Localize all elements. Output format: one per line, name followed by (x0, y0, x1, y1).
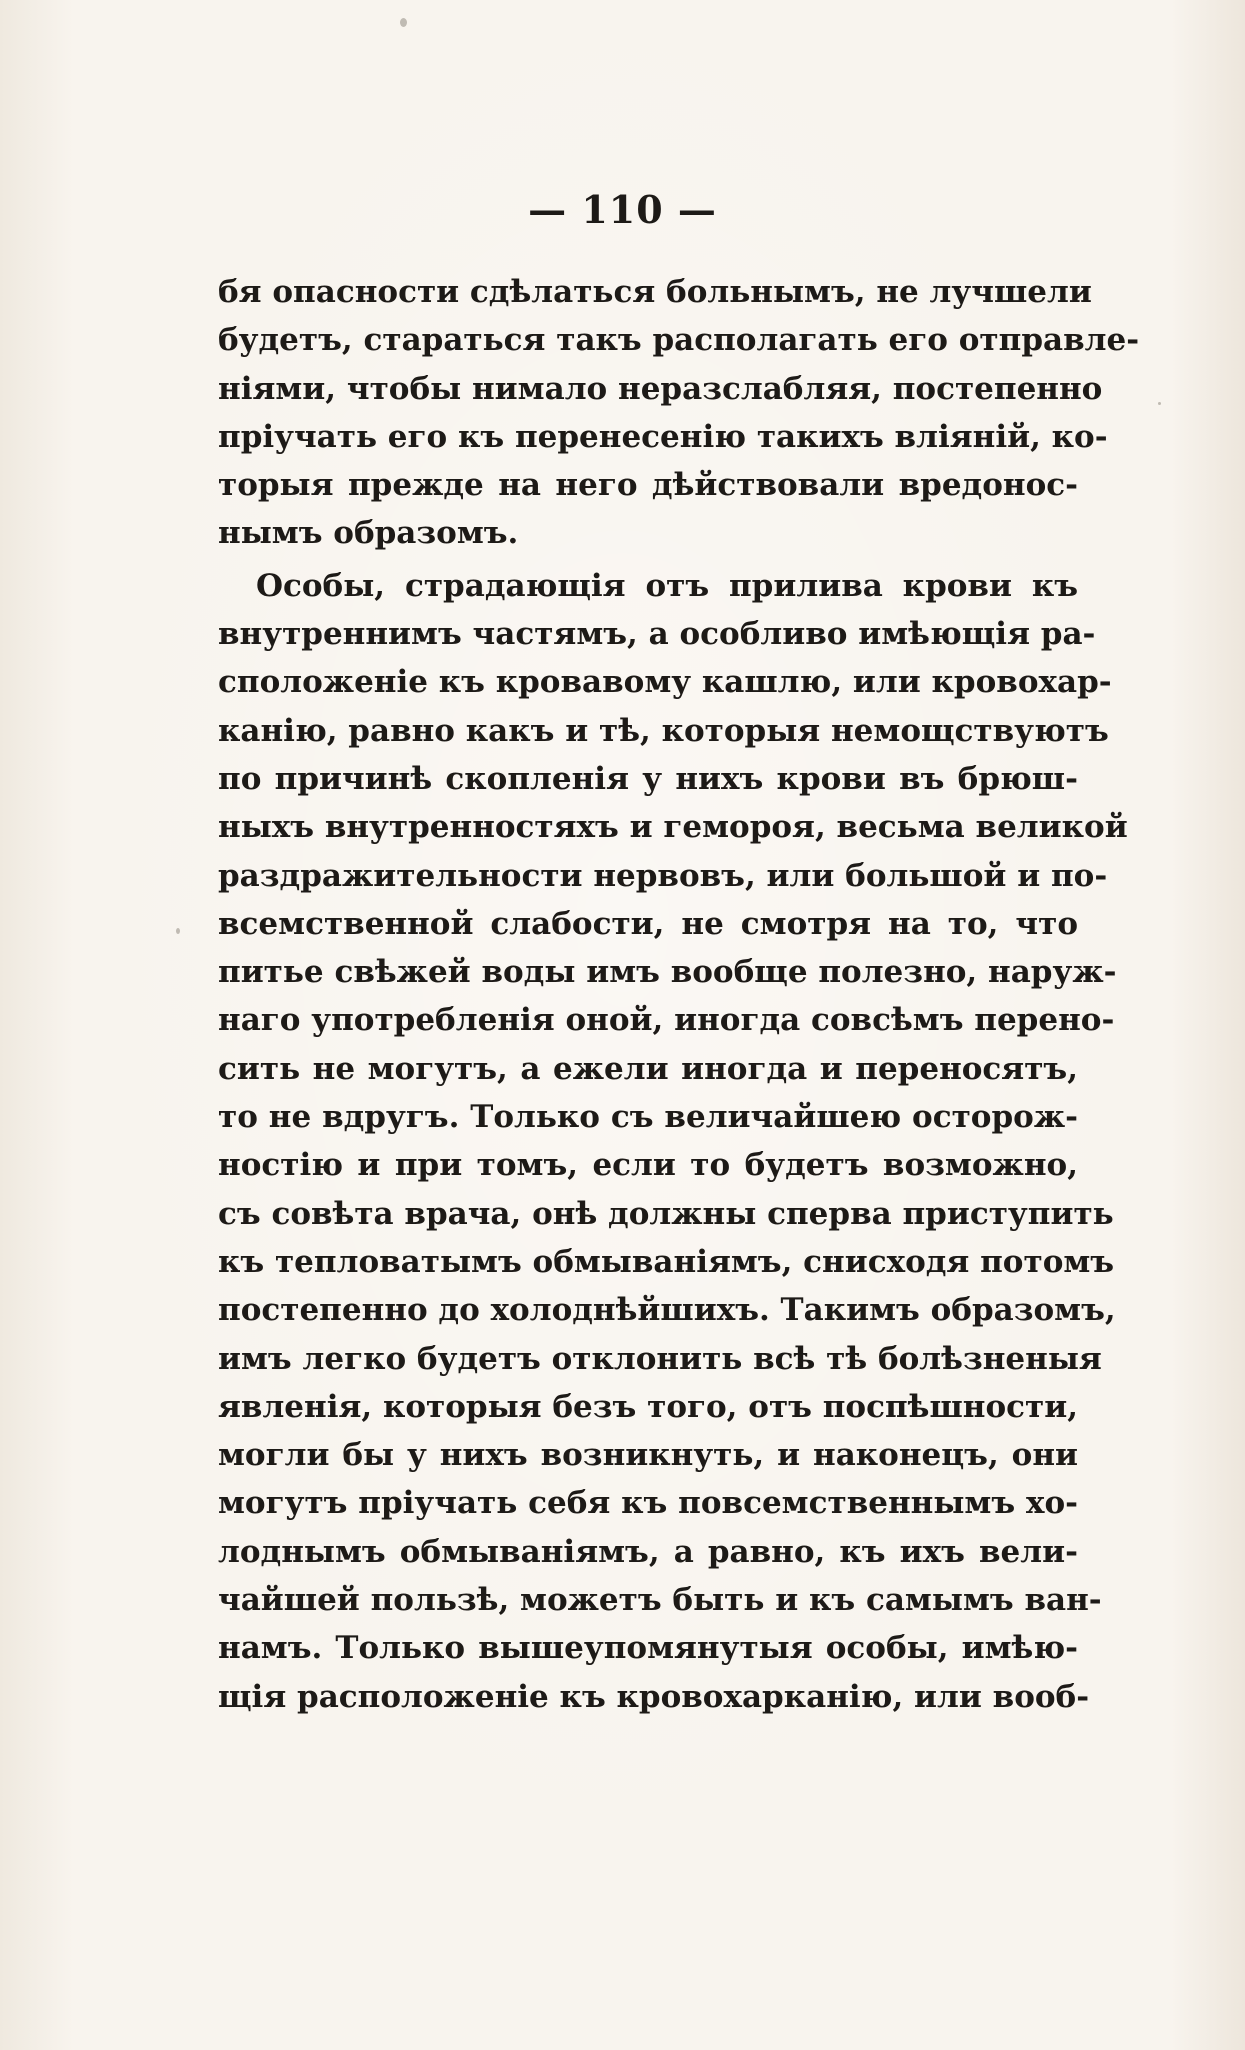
text-line: лоднымъ обмываніямъ, а равно, къ ихъ вели- (218, 1533, 1078, 1570)
text-line: всемственной слабости, не смотря на то, что (218, 905, 1078, 942)
text-line: канію, равно какъ и тѣ, которыя немощствуютъ (218, 712, 1109, 749)
text-line: имъ легко будетъ отклонить всѣ тѣ болѣзненыя (218, 1340, 1102, 1377)
text-line: чайшей пользѣ, можетъ быть и къ самымъ ван- (218, 1582, 1102, 1619)
text-line: будетъ, стараться такъ располагать его отправле- (218, 322, 1140, 359)
text-line: явленія, которыя безъ того, отъ поспѣшности, (218, 1388, 1079, 1425)
text-line: ніями, чтобы нимало неразслабляя, постепенно (218, 370, 1103, 407)
text-line: питье свѣжей воды имъ вообще полезно, наруж- (218, 954, 1117, 991)
ink-speck (176, 928, 180, 934)
ink-speck (1158, 402, 1161, 405)
body-text (218, 268, 1140, 1721)
text-line: ностію и при томъ, если то будетъ возможно, (218, 1147, 1078, 1184)
text-line: намъ. Только вышеупомянутыя особы, имѣю- (218, 1630, 1078, 1667)
paragraph-end-line: нымъ образомъ. (218, 515, 519, 552)
text-line: сположеніе къ кровавому кашлю, или кровохар- (218, 664, 1112, 701)
page-number: — 110 — (528, 187, 717, 232)
text-line: постепенно до холоднѣйшихъ. Такимъ образомъ, (218, 1292, 1116, 1329)
text-line: ныхъ внутренностяхъ и гемороя, весьма великой (218, 809, 1128, 846)
text-line: могутъ пріучать себя къ повсемственнымъ хо- (218, 1485, 1078, 1522)
text-line: могли бы у нихъ возникнуть, и наконецъ, они (218, 1437, 1078, 1474)
text-line: раздражительности нервовъ, или большой и по- (218, 857, 1108, 894)
text-line: бя опасности сдѣлаться больнымъ, не лучшели (218, 274, 1092, 310)
text-line: внутреннимъ частямъ, а особливо имѣющія ра- (218, 616, 1096, 653)
text-line: пріучать его къ перенесенію такихъ вліяній, ко- (218, 418, 1108, 455)
text-line: наго употребленія оной, иногда совсѣмъ перено- (218, 1002, 1115, 1039)
text-line: сить не могутъ, а ежели иногда и переносятъ, (218, 1050, 1078, 1087)
text-line: торыя прежде на него дѣйствовали вредонос- (218, 467, 1078, 504)
text-line: къ тепловатымъ обмываніямъ, снисходя потомъ (218, 1243, 1115, 1280)
text-line: то не вдругъ. Только съ величайшею осторож- (218, 1099, 1078, 1136)
text-line: щія расположеніе къ кровохарканію, или вооб- (218, 1678, 1090, 1715)
paragraph-start-line: Особы, страдающія отъ прилива крови къ (256, 567, 1078, 604)
text-line: съ совѣта врача, онѣ должны сперва приступить (218, 1195, 1114, 1232)
text-line: по причинѣ скопленія у нихъ крови въ брюш- (218, 760, 1078, 797)
ink-speck (400, 18, 407, 27)
